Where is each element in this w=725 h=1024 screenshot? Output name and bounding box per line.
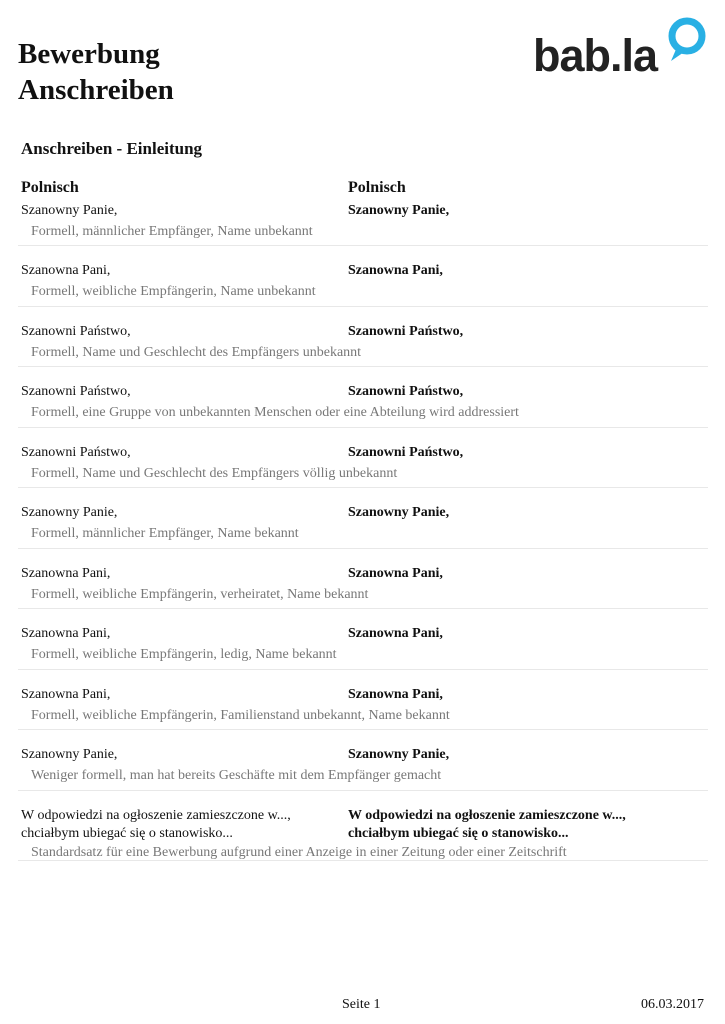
- phrase-row: [18, 730, 708, 791]
- phrase-row: [18, 549, 708, 610]
- usage-note: Formell, Name und Geschlecht des Empfängers völlig unbekannt: [31, 465, 398, 481]
- target-phrase: Szanowna Pani,: [348, 565, 443, 581]
- source-phrase: Szanowny Panie,: [21, 747, 118, 762]
- phrase-row: [18, 307, 708, 368]
- phrase-row: [18, 428, 708, 489]
- source-phrase: Szanowni Państwo,: [21, 323, 131, 339]
- usage-note: Formell, Name und Geschlecht des Empfängers unbekannt: [31, 344, 362, 360]
- source-phrase: Szanowni Państwo,: [21, 444, 131, 460]
- phrase-row: [18, 609, 708, 670]
- target-phrase: Szanowni Państwo,: [348, 444, 464, 460]
- babla-logo: [533, 17, 711, 83]
- usage-note: Formell, weibliche Empfängerin, Familienstand unbekannt, Name bekannt: [31, 707, 450, 723]
- source-phrase: Szanowna Pani,: [21, 565, 111, 581]
- phrase-row: [18, 670, 708, 731]
- page-title: [18, 36, 174, 108]
- phrase-row: [18, 791, 708, 861]
- target-phrase: Szanowny Panie,: [348, 203, 450, 218]
- section-title: Anschreiben - Einleitung: [21, 139, 203, 158]
- target-phrase: Szanowni Państwo,: [348, 384, 464, 399]
- usage-note: Formell, weibliche Empfängerin, verheiratet, Name bekannt: [31, 586, 369, 602]
- source-phrase: Szanowna Pani,: [21, 263, 111, 278]
- footer-date: 06.03.2017: [641, 997, 704, 1012]
- target-phrase: Szanowna Pani,: [348, 263, 443, 278]
- phrase-row: [18, 246, 708, 307]
- target-phrase: W odpowiedzi na ogłoszenie zamieszczone w..., chciałbym ubiegać się o stanowisko...: [348, 807, 626, 841]
- target-phrase: Szanowna Pani,: [348, 686, 443, 702]
- logo-text: bab.la: [533, 30, 658, 81]
- usage-note: Standardsatz für eine Bewerbung aufgrund einer Anzeige in einer Zeitung oder einer Zeitschrift: [31, 844, 567, 860]
- usage-note: Formell, männlicher Empfänger, Name bekannt: [31, 526, 299, 541]
- phrase-row: [18, 488, 708, 549]
- target-phrase: Szanowny Panie,: [348, 747, 450, 762]
- usage-note: Weniger formell, man hat bereits Geschäfte mit dem Empfänger gemacht: [31, 768, 442, 783]
- source-phrase: Szanowny Panie,: [21, 505, 118, 520]
- page-number: Seite 1: [342, 997, 381, 1012]
- target-phrase: Szanowna Pani,: [348, 626, 443, 641]
- target-phrase: Szanowni Państwo,: [348, 323, 464, 339]
- source-phrase: Szanowna Pani,: [21, 626, 111, 641]
- phrase-list: [18, 201, 708, 861]
- usage-note: Formell, männlicher Empfänger, Name unbekannt: [31, 224, 313, 239]
- column-header-right: Polnisch: [348, 179, 406, 196]
- target-phrase: Szanowny Panie,: [348, 505, 450, 520]
- usage-note: Formell, weibliche Empfängerin, Name unbekannt: [31, 284, 316, 299]
- title-line-2: Anschreiben: [18, 74, 174, 106]
- source-phrase: Szanowni Państwo,: [21, 384, 131, 399]
- phrase-row: [18, 201, 708, 246]
- phrase-row: [18, 367, 708, 428]
- source-phrase: Szanowna Pani,: [21, 686, 111, 702]
- title-line-1: Bewerbung: [18, 38, 160, 70]
- source-phrase: W odpowiedzi na ogłoszenie zamieszczone w..., chciałbym ubiegać się o stanowisko...: [21, 807, 291, 841]
- speech-bubble-icon: [665, 17, 709, 63]
- column-header-left: Polnisch: [21, 179, 79, 196]
- source-phrase: Szanowny Panie,: [21, 203, 118, 218]
- usage-note: Formell, weibliche Empfängerin, ledig, Name bekannt: [31, 647, 337, 662]
- usage-note: Formell, eine Gruppe von unbekannten Menschen oder eine Abteilung wird addressiert: [31, 405, 519, 420]
